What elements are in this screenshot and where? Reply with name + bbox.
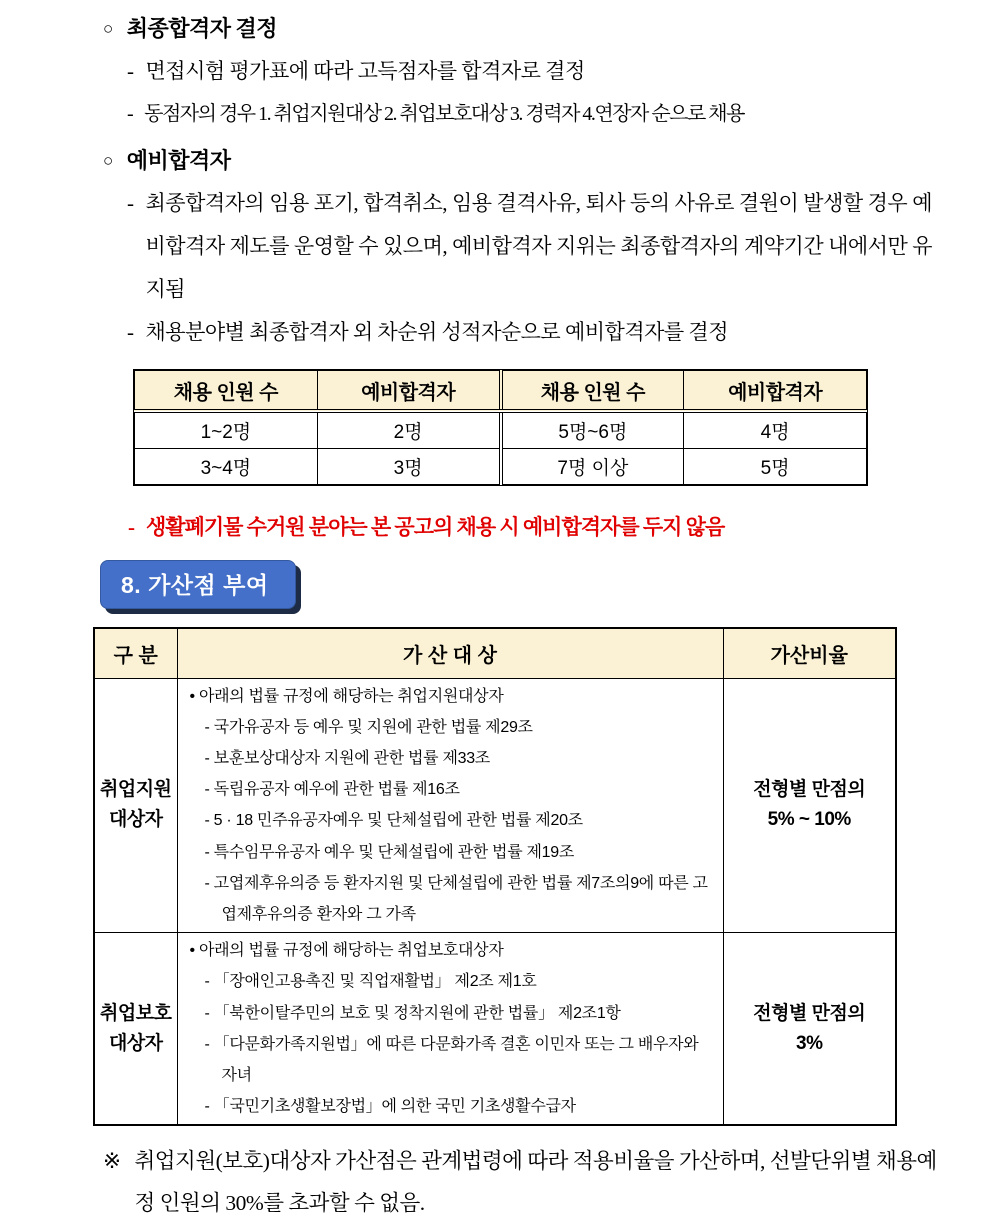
dash-bullet: -	[127, 320, 134, 344]
final-decision-item-text: 면접시험 평가표에 따라 고득점자를 합격자로 결정	[145, 59, 585, 83]
bonus-target-line: - 국가유공자 등 예우 및 지원에 관한 법률 제29조	[204, 718, 533, 736]
table-cell: 3~4명	[134, 448, 317, 485]
bonus-target-line: - 「국민기초생활보장법」에 의한 국민 기초생활수급자	[204, 1098, 576, 1116]
table-row	[134, 448, 867, 485]
table-header-row	[94, 628, 896, 678]
table-cell: 5명~6명	[501, 411, 684, 448]
bonus-target-line: - 특수임무유공자 예우 및 단체설립에 관한 법률 제19조	[204, 843, 575, 861]
dash-bullet: -	[127, 103, 133, 125]
bonus-ratio-line: 전형별 만점의	[753, 779, 866, 801]
reserve-count-table	[133, 369, 868, 486]
bonus-target-line: • 아래의 법률 규정에 해당하는 취업지원대상자	[189, 687, 504, 705]
bonus-target-line: - 보훈보상대상자 지원에 관한 법률 제33조	[204, 749, 490, 767]
column-header: 예비합격자	[684, 370, 867, 411]
table-cell: 2명	[317, 411, 500, 448]
table-row-employment-support	[94, 678, 896, 933]
bonus-target-line: - 「장애인고용촉진 및 직업재활법」 제2조 제1호	[204, 973, 537, 991]
category-line: 취업지원	[100, 779, 172, 801]
table-cell: 4명	[684, 411, 867, 448]
column-header: 구 분	[94, 628, 177, 678]
final-decision-item	[127, 50, 932, 93]
reserve-item	[127, 182, 932, 311]
reserve-item-text: 최종합격자의 임용 포기, 합격취소, 임용 결격사유, 퇴사 등의 사유로 결원이 발생할 경우 예비합격자 제도를 운영할 수 있으며, 예비합격자 지위는 최종합격자의 계약기간 내에서만 유지됨	[145, 191, 932, 301]
circle-bullet-icon: ○	[103, 19, 113, 38]
table-cell: 3명	[317, 448, 500, 485]
bonus-target-cell	[177, 933, 723, 1126]
circle-bullet-icon: ○	[103, 151, 113, 170]
final-decision-item	[127, 93, 932, 136]
reserve-heading	[103, 146, 992, 178]
final-decision-heading	[103, 14, 992, 46]
footnote-text: 취업지원(보호)대상자 가산점은 관계법령에 따라 적용비율을 가산하며, 선발단위별 채용예정 인원의 30%를 초과할 수 없음.	[134, 1149, 937, 1216]
document-page	[0, 14, 992, 1225]
column-header: 채용 인원 수	[501, 370, 684, 411]
table-row	[134, 411, 867, 448]
category-line: 취업보호	[100, 1002, 172, 1024]
dash-bullet: -	[128, 515, 134, 539]
bonus-target-line: • 아래의 법률 규정에 해당하는 취업보호대상자	[189, 942, 504, 960]
bonus-ratio-cell	[723, 678, 896, 933]
dash-bullet: -	[127, 59, 134, 83]
column-header: 가 산 대 상	[177, 628, 723, 678]
column-header: 예비합격자	[317, 370, 500, 411]
bonus-points-table	[93, 627, 897, 1126]
bonus-ratio-line: 전형별 만점의	[753, 1002, 866, 1024]
red-warning-note	[128, 510, 992, 544]
table-row-employment-protection	[94, 933, 896, 1126]
bonus-target-line: - 독립유공자 예우에 관한 법률 제16조	[204, 781, 460, 799]
table-cell: 1~2명	[134, 411, 317, 448]
footnote	[103, 1140, 942, 1224]
bonus-target-line: - 「다문화가족지원법」에 따른 다문화가족 결혼 이민자 또는 그 배우자와 자녀	[204, 1035, 699, 1084]
dash-bullet: -	[127, 191, 134, 215]
section-8-badge: 8. 가산점 부여	[100, 560, 296, 609]
reserve-item	[127, 311, 932, 354]
category-line: 대상자	[108, 1032, 163, 1054]
category-cell	[94, 678, 177, 933]
bonus-ratio-cell	[723, 933, 896, 1126]
bonus-target-line: - 고엽제후유의증 등 환자지원 및 단체설립에 관한 법률 제7조의9에 따른 고엽제후유의증 환자와 그 가족	[204, 874, 708, 923]
final-decision-heading-label: 최종합격자 결정	[126, 16, 278, 41]
category-cell	[94, 933, 177, 1126]
reference-mark-icon: ※	[103, 1149, 121, 1174]
bonus-ratio-line: 5% ~ 10%	[767, 809, 851, 831]
category-line: 대상자	[108, 809, 163, 831]
bonus-target-cell	[177, 678, 723, 933]
table-cell: 5명	[684, 448, 867, 485]
final-decision-item-text: 동점자의 경우 1. 취업지원대상 2. 취업보호대상 3. 경력자 4.연장자 순으로 채용	[144, 103, 744, 125]
reserve-item-text: 채용분야별 최종합격자 외 차순위 성적자순으로 예비합격자를 결정	[145, 320, 729, 344]
column-header: 가산비율	[723, 628, 896, 678]
red-warning-text: 생활폐기물 수거원 분야는 본 공고의 채용 시 예비합격자를 두지 않음	[146, 515, 725, 539]
table-header-row	[134, 370, 867, 411]
reserve-heading-label: 예비합격자	[126, 148, 231, 173]
bonus-ratio-line: 3%	[796, 1032, 823, 1054]
table-cell: 7명 이상	[501, 448, 684, 485]
bonus-target-line: - 5 · 18 민주유공자예우 및 단체설립에 관한 법률 제20조	[204, 812, 583, 830]
column-header: 채용 인원 수	[134, 370, 317, 411]
bonus-target-line: - 「북한이탈주민의 보호 및 정착지원에 관한 법률」 제2조1항	[204, 1004, 621, 1022]
